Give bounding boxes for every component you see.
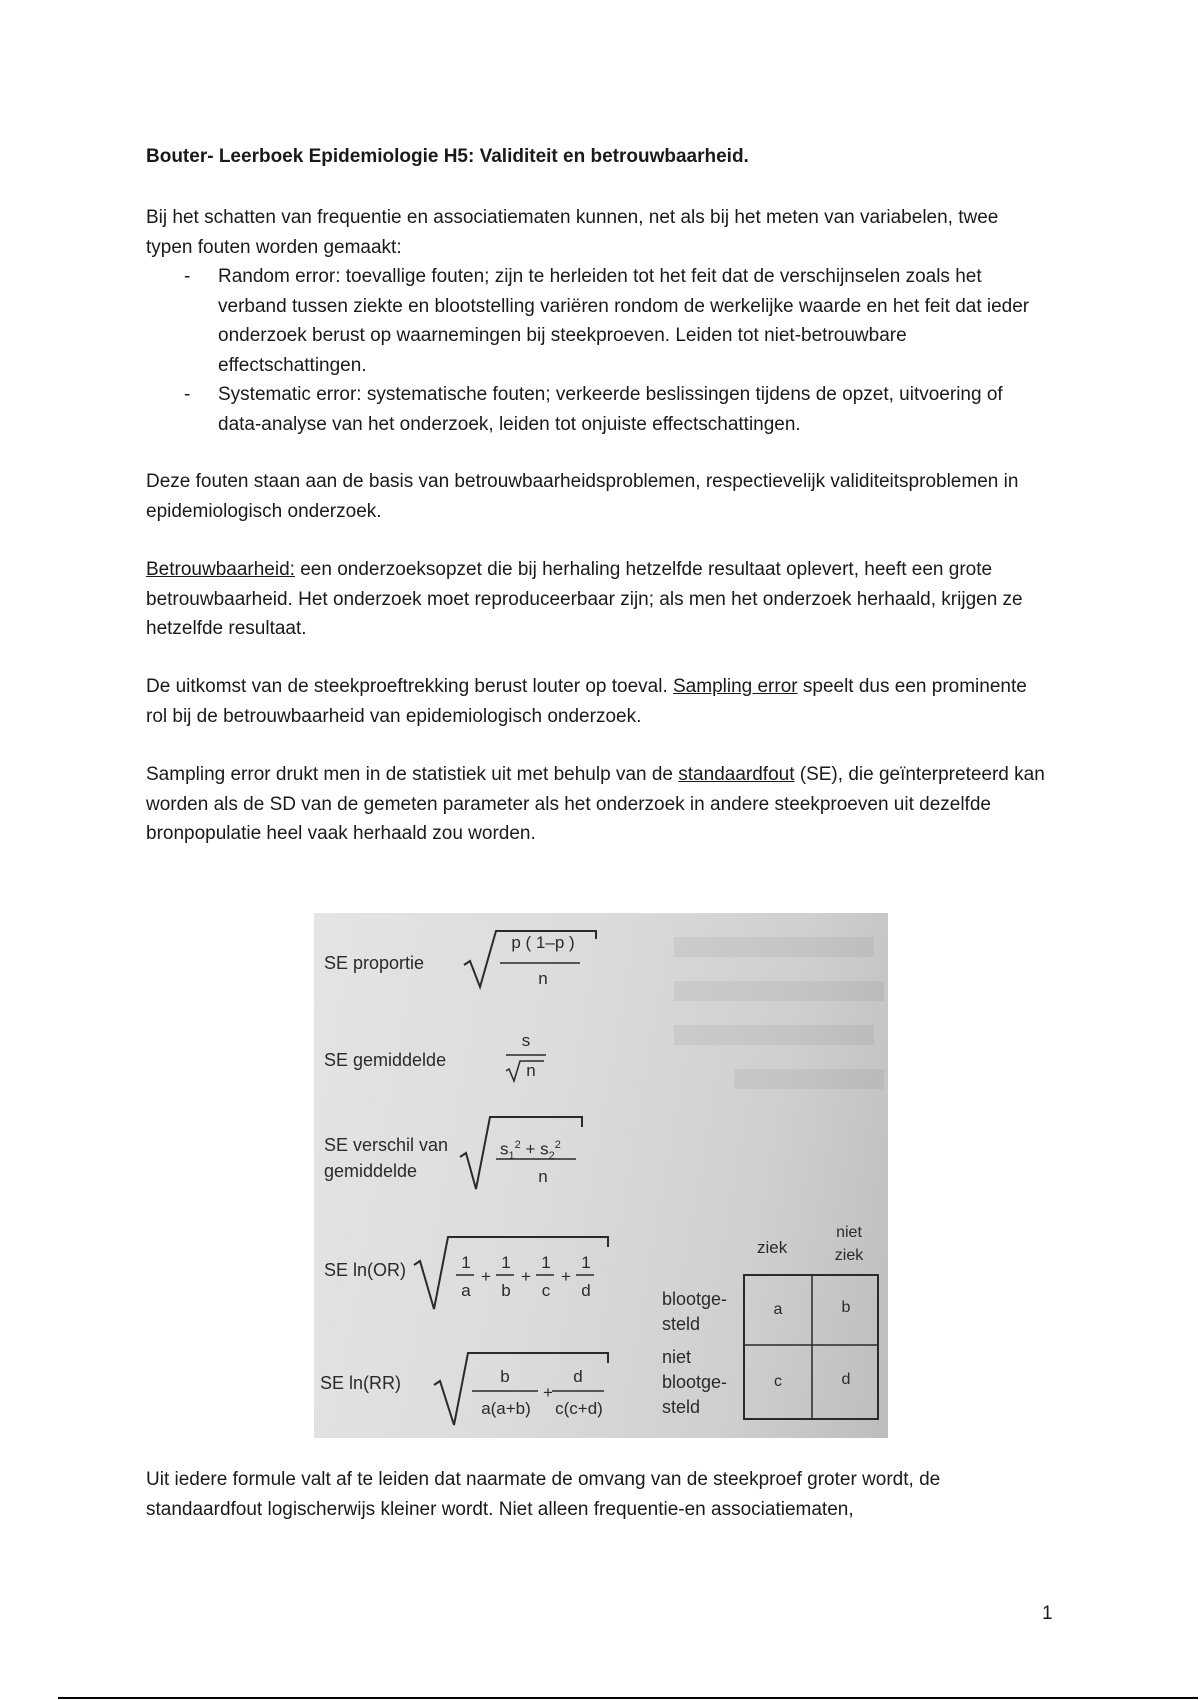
f3-numerator (500, 1135, 586, 1166)
f3-s1: s (500, 1139, 509, 1159)
reliability-term: Betrouwbaarheid: (146, 559, 295, 580)
f1-numerator: p ( 1–p ) (511, 933, 575, 952)
sampling-text-after: speelt dus een prominente rol bij de betrouwbaarheid van epidemiologisch onderzoek. (146, 676, 1027, 727)
f4-num-c: 1 (541, 1253, 551, 1272)
f2-numerator: s (521, 1031, 531, 1050)
se-proportie-label: SE proportie (324, 953, 425, 973)
f5-num-2: d (573, 1367, 583, 1386)
list-item (146, 262, 1046, 380)
f3-sup1: 2 (514, 1139, 521, 1151)
f5-num-1: b (500, 1367, 510, 1386)
f4-num-a: 1 (461, 1253, 471, 1272)
table-col-niet-ziek (826, 1221, 872, 1267)
sampling-text-before: De uitkomst van de steekproeftrekking berust louter op toeval. (146, 676, 673, 697)
sampling-error-term: Sampling error (673, 676, 798, 697)
f5-plus: + (543, 1383, 553, 1402)
table-row2-line2: blootge- (662, 1372, 728, 1392)
intro-paragraph: Bij het schatten van frequentie en associatiematen kunnen, net als bij het meten van variabelen, twee typen fouten worden gemaakt: (146, 207, 999, 258)
table-row1-line1: blootge- (662, 1289, 728, 1309)
f3-sub2: 2 (548, 1150, 555, 1163)
f4-plus-2: + (521, 1267, 531, 1286)
table-row2-line3: steld (662, 1397, 701, 1417)
standaardfout-term: standaardfout (678, 764, 795, 785)
document-title: Bouter- Leerboek Epidemiologie H5: Validiteit en betrouwbaarheid. (146, 146, 749, 167)
table-col-niet-line2: ziek (834, 1247, 864, 1264)
table-row-niet-blootgesteld (662, 1345, 727, 1420)
table-col-ziek: ziek (757, 1238, 788, 1257)
page-number: 1 (1042, 1603, 1053, 1624)
sampling-paragraph (146, 672, 1046, 731)
se-gemiddelde-label: SE gemiddelde (324, 1050, 447, 1070)
error-types-list (146, 262, 1046, 439)
f3-sub1: 1 (508, 1150, 515, 1163)
f4-den-a: a (461, 1281, 471, 1300)
table-cell-b: b (841, 1299, 851, 1316)
contingency-table-grid (742, 1273, 882, 1423)
basis-paragraph: Deze fouten staan aan de basis van betrouwbaarheidsproblemen, respectievelijk validiteitsproblemen in epidemiologisch onderzoek. (146, 471, 1019, 522)
table-cell-c: c (774, 1373, 782, 1390)
table-row1-line2: steld (662, 1314, 701, 1334)
random-error-text: Random error: toevallige fouten; zijn te herleiden tot het feit dat de verschijnselen zoals het verband tussen ziekte en blootstelling variëren rondom de werkelijke waarde en het feit dat ieder onderzoek berust op waarnemingen bij steekproeven. Leiden tot niet-betrouwbare effectschattingen. (218, 266, 1030, 376)
scan-bleed-through (674, 927, 888, 1067)
table-row2-line1: niet (662, 1347, 692, 1367)
reliability-text: een onderzoeksopzet die bij herhaling hetzelfde resultaat oplevert, heeft een grote betrouwbaarheid. Het onderzoek moet reproduceerbaar zijn; als men het onderzoek herhaald, krijgen ze hetzelfde resultaat. (146, 559, 1023, 639)
f3-sup2: 2 (554, 1139, 561, 1151)
se-ln-rr-label: SE ln(RR) (320, 1373, 402, 1393)
f5-den-2: c(c+d) (555, 1399, 603, 1418)
f3-denominator: n (538, 1167, 548, 1186)
reliability-paragraph (146, 555, 1046, 644)
f4-den-c: c (541, 1281, 551, 1300)
f4-den-d: d (581, 1281, 591, 1300)
f4-den-b: b (501, 1281, 511, 1300)
f4-num-d: 1 (581, 1253, 591, 1272)
standard-error-paragraph (146, 760, 1046, 849)
se-verschil-label-line1: SE verschil van (324, 1135, 449, 1155)
list-dash: - (184, 266, 191, 287)
list-dash: - (184, 384, 191, 405)
standard-error-formulas-figure (314, 913, 888, 1438)
se-ln-or-label: SE ln(OR) (324, 1260, 407, 1280)
conclusion-paragraph: Uit iedere formule valt af te leiden dat naarmate de omvang van de steekproef groter wordt, de standaardfout logischerwijs kleiner wordt. Niet alleen frequentie-en associatiematen, (146, 1469, 941, 1520)
f4-plus-1: + (481, 1267, 491, 1286)
f3-plus: + (525, 1139, 536, 1159)
f4-plus-3: + (561, 1267, 571, 1286)
f2-denominator: n (526, 1061, 536, 1080)
se-text-after: (SE), die geïnterpreteerd kan worden als de SD van de gemeten parameter als het onderzoek in andere steekproeven uit dezelfde bronpopulatie heel vaak herhaald zou worden. (146, 764, 1045, 844)
f1-denominator: n (538, 969, 548, 988)
f4-num-b: 1 (501, 1253, 511, 1272)
systematic-error-text: Systematic error: systematische fouten; verkeerde beslissingen tijdens de opzet, uitvoering of data-analyse van het onderzoek, leiden tot onjuiste effectschattingen. (218, 384, 1003, 435)
table-row-blootgesteld (662, 1287, 727, 1337)
f5-den-1: a(a+b) (481, 1399, 531, 1418)
table-col-niet-line1: niet (836, 1224, 862, 1241)
table-cell-a: a (773, 1301, 783, 1318)
footer-divider (58, 1697, 1198, 1699)
se-verschil-label-line2: gemiddelde (324, 1161, 418, 1181)
table-cell-d: d (841, 1371, 851, 1388)
list-item (146, 380, 1046, 439)
se-text-before: Sampling error drukt men in de statistiek uit met behulp van de (146, 764, 679, 785)
f3-s2: s (540, 1139, 549, 1159)
